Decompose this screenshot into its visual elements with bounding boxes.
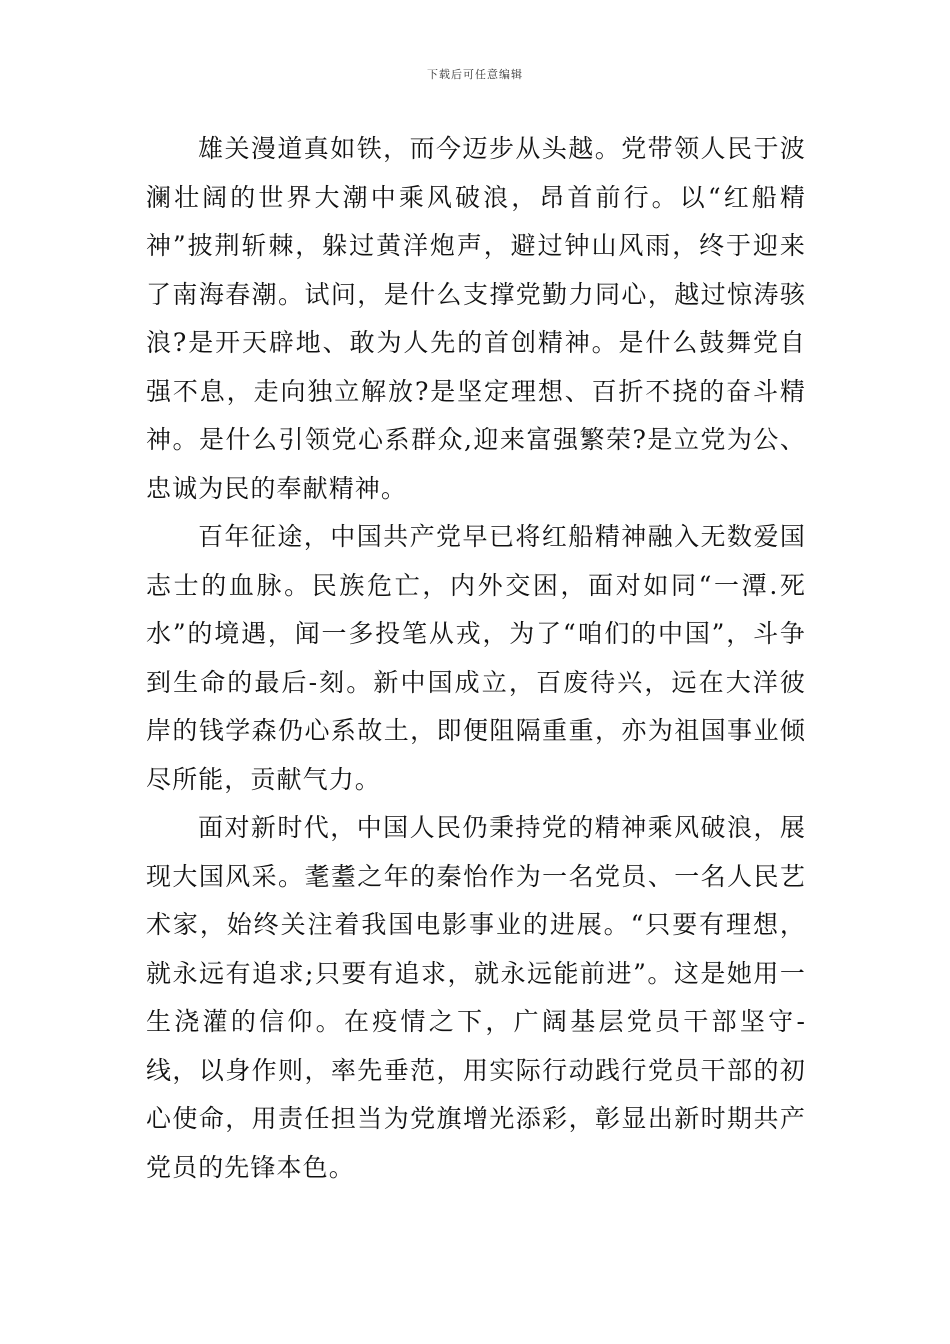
header-note: 下载后可任意编辑 <box>427 68 523 81</box>
paragraph-3: 面对新时代，中国人民仍秉持党的精神乘风破浪，展现大国风采。耄耋之年的秦怡作为一名党员、一名人民艺术家，始终关注着我国电影事业的进展。“只要有理想，就永远有追求;只要有追求，就永远能前进”。这是她用一生浇灌的信仰。在疫情之下，广阔基层党员干部坚守-线，以身作则，率先垂范，用实际行动践行党员干部的初心使命，用责任担当为党旗增光添彩，彰显出新时期共产党员的先锋本色。 <box>146 813 806 1182</box>
document-body <box>146 125 806 1192</box>
paragraph-2: 百年征途，中国共产党早已将红船精神融入无数爱国志士的血脉。民族危亡，内外交困，面对如同“一潭.死水”的境遇，闻一多投笔从戎，为了“咱们的中国”，斗争到生命的最后-刻。新中国成立，百废待兴，远在大洋彼岸的钱学森仍心系故土，即便阻隔重重，亦为祖国事业倾尽所能，贡献气力。 <box>146 522 806 794</box>
paragraph-1: 雄关漫道真如铁，而今迈步从头越。党带领人民于波澜壮阔的世界大潮中乘风破浪，昂首前行。以“红船精神”披荆斩棘，躲过黄洋炮声，避过钟山风雨，终于迎来了南海春潮。试问，是什么支撑党勤力同心，越过惊涛骇浪?是开天辟地、敢为人先的首创精神。是什么鼓舞党自强不息，走向独立解放?是坚定理想、百折不挠的奋斗精神。是什么引领党心系群众,迎来富强繁荣?是立党为公、忠诚为民的奉献精神。 <box>146 134 806 503</box>
